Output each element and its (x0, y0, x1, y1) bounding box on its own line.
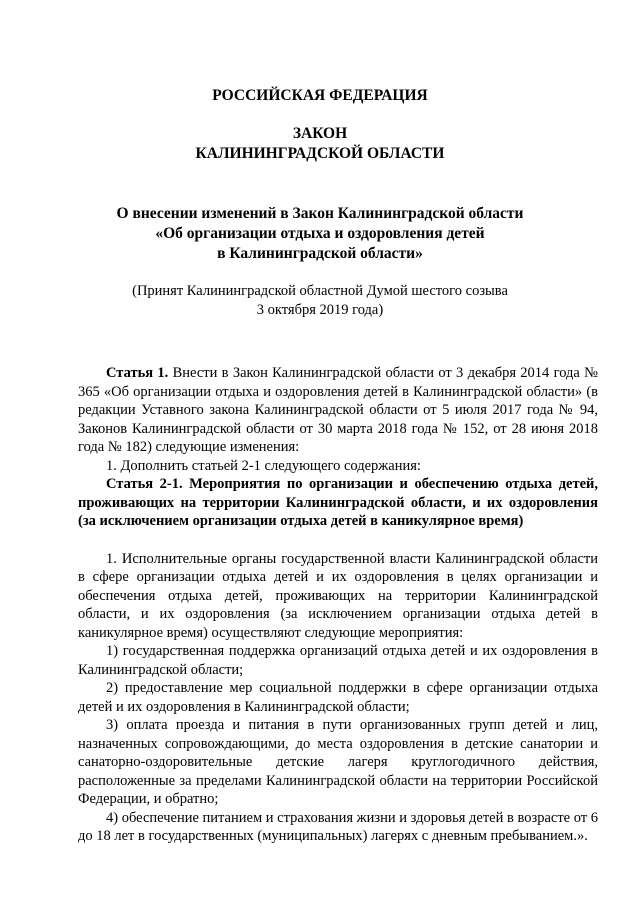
law-title (0, 204, 640, 264)
region-name: КАЛИНИНГРАДСКОЙ ОБЛАСТИ (195, 145, 445, 162)
body-paragraph: 2) предоставление мер социальной поддержки в сфере организации отдыха детей и их оздоровления в Калининградской области; (78, 680, 598, 715)
body-paragraph: 1) государственная поддержка организаций отдыха детей и их оздоровления в Калининградской области; (78, 643, 598, 678)
country-heading (0, 86, 640, 106)
law-body (78, 364, 598, 846)
article-2-1-heading: Статья 2-1. Мероприятия по организации и обеспечению отдыха детей, проживающих на территории Калининградской области, и их оздоровления (за исключением организации отдыха детей в каникулярное время) (78, 476, 598, 529)
adoption-note (0, 282, 640, 320)
article-1-paragraph (78, 364, 598, 457)
adoption-line: (Принят Калининградской областной Думой шестого созыва (132, 283, 508, 299)
article-1-text: Внести в Закон Калининградской области от 3 декабря 2014 года № 365 «Об организации отдыха и оздоровления детей в Калининградской области» (в редакции Уставного закона Калининградской области от 5 июля 2017 года № 94, Законов Калининградской области от 30 марта 2018 года № 152, от 28 июня 2018 года № 182) следующие изменения: (78, 365, 598, 455)
law-title-line: в Калининградской области» (217, 245, 423, 262)
law-title-line: «Об организации отдыха и оздоровления детей (155, 225, 485, 242)
body-paragraph: 1. Исполнительные органы государственной власти Калининградской области в сфере организации отдыха детей и их оздоровления в целях организации и обеспечения отдыха детей, проживающих на территории Калининградской области, и их оздоровления (за исключением организации отдыха детей в каникулярное время) осуществляют следующие мероприятия: (78, 550, 598, 641)
law-title-line: О внесении изменений в Закон Калининградской области (116, 205, 524, 222)
body-paragraph: 3) оплата проезда и питания в пути организованных групп детей и лиц, назначенных сопровождающими, до места оздоровления в детские санатории и санаторно-оздоровительные детские лагеря круглогодичного действия, расположенные за пределами Калининградской области на территории Российской Федерации, и обратно; (78, 717, 598, 807)
country-name: РОССИЙСКАЯ ФЕДЕРАЦИЯ (212, 87, 428, 104)
amendment-item-1: 1. Дополнить статьей 2-1 следующего содержания: (106, 457, 421, 474)
body-paragraph: 4) обеспечение питанием и страхования жизни и здоровья детей в возрасте от 6 до 18 лет в государственных (муниципальных) лагерях с дневным пребыванием.». (78, 809, 598, 844)
adoption-line: 3 октября 2019 года) (256, 302, 384, 318)
article-1-label: Статья 1. (106, 365, 169, 381)
law-type: ЗАКОН (292, 125, 348, 142)
law-heading (0, 124, 640, 164)
